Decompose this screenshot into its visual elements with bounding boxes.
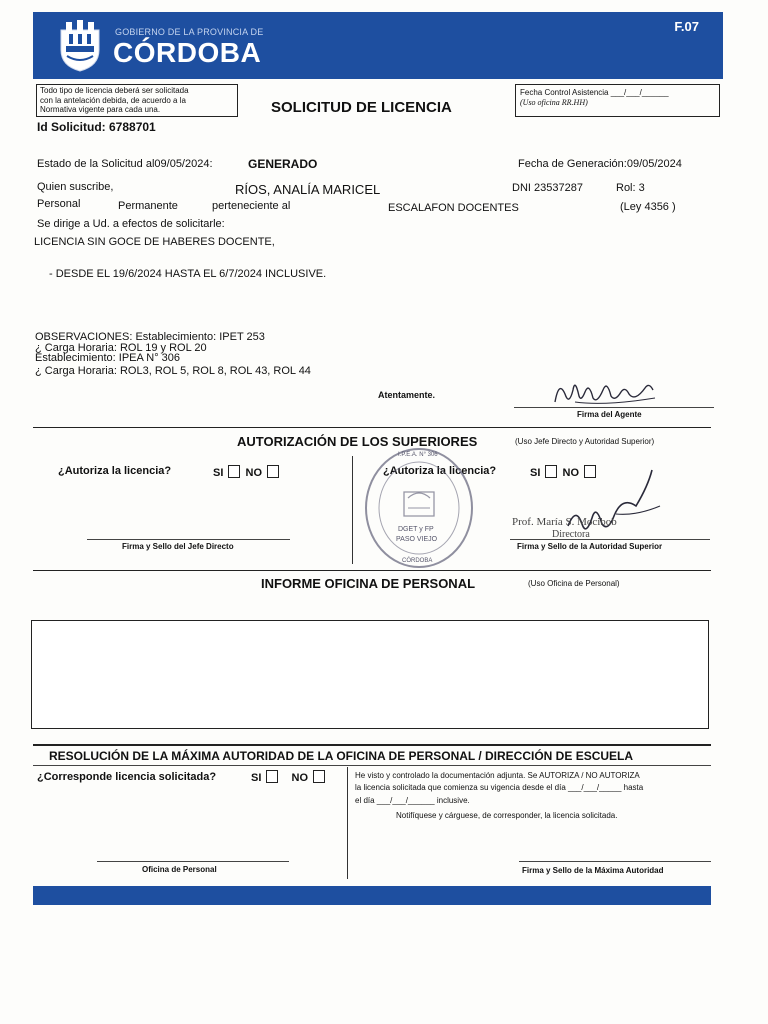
column-divider — [352, 456, 353, 564]
yes-checkbox[interactable] — [228, 465, 240, 478]
personal-type: Permanente — [118, 200, 178, 212]
informe-title: INFORME OFICINA DE PERSONAL — [261, 576, 476, 591]
superior-name: Prof. María S. Mocibob — [512, 516, 617, 528]
cordoba-shield-logo-icon — [57, 20, 103, 72]
left-signature-label: Firma y Sello del Jefe Directo — [122, 542, 234, 551]
generation-date: Fecha de Generación:09/05/2024 — [518, 158, 682, 170]
stamp-text: CÓRDOBA — [402, 558, 433, 564]
applicant-dni: DNI 23537287 — [512, 182, 583, 194]
resolution-text: el día ___/___/______ inclusive. — [355, 796, 470, 805]
request-id: Id Solicitud: 6788701 — [37, 120, 156, 134]
agent-signature — [545, 372, 665, 412]
section-divider — [33, 744, 711, 746]
stamp-text: PASO VIEJO — [396, 536, 438, 543]
informe-textarea[interactable] — [31, 620, 709, 729]
section-divider — [33, 765, 711, 766]
resolution-text: He visto y controlado la documentación adjunta. Se AUTORIZA / NO AUTORIZA — [355, 771, 640, 780]
authorization-note: (Uso Jefe Directo y Autoridad Superior) — [515, 437, 655, 446]
applicant-name: RÍOS, ANALÍA MARICEL — [235, 182, 381, 197]
notice-line: Normativa vigente para cada una. — [40, 105, 161, 114]
resolution-text: Notifíquese y cárguese, de corresponder, la licencia solicitada. — [396, 811, 618, 820]
agent-signature-label: Firma del Agente — [577, 410, 642, 419]
section-divider — [33, 427, 711, 428]
right-signature-label: Firma y Sello de la Autoridad Superior — [517, 542, 663, 551]
signature-line — [87, 539, 290, 540]
ley-number: (Ley 4356 ) — [620, 201, 676, 213]
authorize-options-left — [213, 465, 281, 479]
school-stamp — [362, 446, 476, 570]
notice-line: con la antelación debida, de acuerdo a la — [40, 95, 186, 105]
stamp-text: I.P.E.A. N° 306 — [398, 452, 438, 458]
yes-checkbox[interactable] — [266, 770, 278, 783]
notice-box — [36, 84, 238, 117]
observations-line: OBSERVACIONES: Establecimiento: IPET 253 — [35, 331, 265, 343]
personal-label: Personal — [37, 198, 81, 210]
yes-label: SI — [251, 772, 262, 784]
resolution-title: RESOLUCIÓN DE LA MÁXIMA AUTORIDAD DE LA OFICINA DE PERSONAL / DIRECCIÓN DE ESCUELA — [49, 749, 634, 763]
no-checkbox[interactable] — [267, 465, 279, 478]
gov-label: GOBIERNO DE LA PROVINCIA DE — [115, 27, 264, 37]
attendance-control-box — [515, 84, 720, 117]
belongs-label: perteneciente al — [212, 200, 291, 212]
form-code: F.07 — [674, 19, 699, 34]
resolution-text: la licencia solicitada que comienza su vigencia desde el día ___/___/_____ hasta — [355, 783, 644, 792]
signature-line — [97, 861, 289, 862]
resolution-question: ¿Corresponde licencia solicitada? — [37, 771, 217, 783]
attendance-control-note: (Uso oficina RR.HH) — [520, 98, 588, 107]
no-checkbox[interactable] — [313, 770, 325, 783]
personal-office-signature-label: Oficina de Personal — [142, 865, 217, 874]
column-divider — [347, 767, 348, 879]
observations-line: ¿ Carga Horaria: ROL 19 y ROL 20 — [35, 342, 207, 354]
closing-text: Atentamente. — [378, 390, 436, 400]
escalafon: ESCALAFON DOCENTES — [388, 202, 519, 214]
authorize-question-left: ¿Autoriza la licencia? — [58, 465, 172, 477]
informe-note: (Uso Oficina de Personal) — [528, 579, 620, 588]
footer-banner — [33, 886, 711, 905]
header-banner — [33, 12, 723, 79]
attendance-control-label: Fecha Control Asistencia ___/___/______ — [520, 88, 669, 97]
request-intro: Se dirige a Ud. a efectos de solicitarle: — [37, 218, 225, 230]
yes-label: SI — [530, 467, 541, 479]
signature-line — [510, 539, 710, 540]
notice-line: Todo tipo de licencia deberá ser solicitada — [40, 86, 189, 95]
max-authority-signature-label: Firma y Sello de la Máxima Autoridad — [522, 866, 664, 875]
signature-line — [519, 861, 711, 862]
yes-label: SI — [213, 467, 224, 479]
status-label: Estado de la Solicitud al09/05/2024: — [37, 158, 213, 170]
observations-line: ¿ Carga Horaria: ROL3, ROL 5, ROL 8, ROL 43, ROL 44 — [35, 365, 311, 377]
observations-line: Establecimiento: IPEA N° 306 — [35, 352, 181, 364]
authorize-question-right: ¿Autoriza la licencia? — [383, 465, 497, 477]
applicant-label: Quien suscribe, — [37, 181, 114, 193]
superior-title: Directora — [552, 529, 590, 540]
no-label: NO — [245, 467, 263, 479]
license-period: - DESDE EL 19/6/2024 HASTA EL 6/7/2024 INCLUSIVE. — [49, 268, 327, 280]
no-label: NO — [562, 467, 580, 479]
resolution-options — [251, 770, 327, 784]
applicant-rol: Rol: 3 — [616, 182, 645, 194]
stamp-text: DGET y FP — [398, 526, 434, 533]
status-value: GENERADO — [248, 157, 318, 171]
license-type: LICENCIA SIN GOCE DE HABERES DOCENTE, — [34, 236, 275, 248]
document-title: SOLICITUD DE LICENCIA — [271, 99, 452, 116]
section-divider — [33, 570, 711, 571]
agent-signature-line — [514, 407, 714, 408]
no-label: NO — [291, 772, 309, 784]
province-name: CÓRDOBA — [113, 37, 262, 68]
authorization-title: AUTORIZACIÓN DE LOS SUPERIORES — [237, 434, 478, 449]
